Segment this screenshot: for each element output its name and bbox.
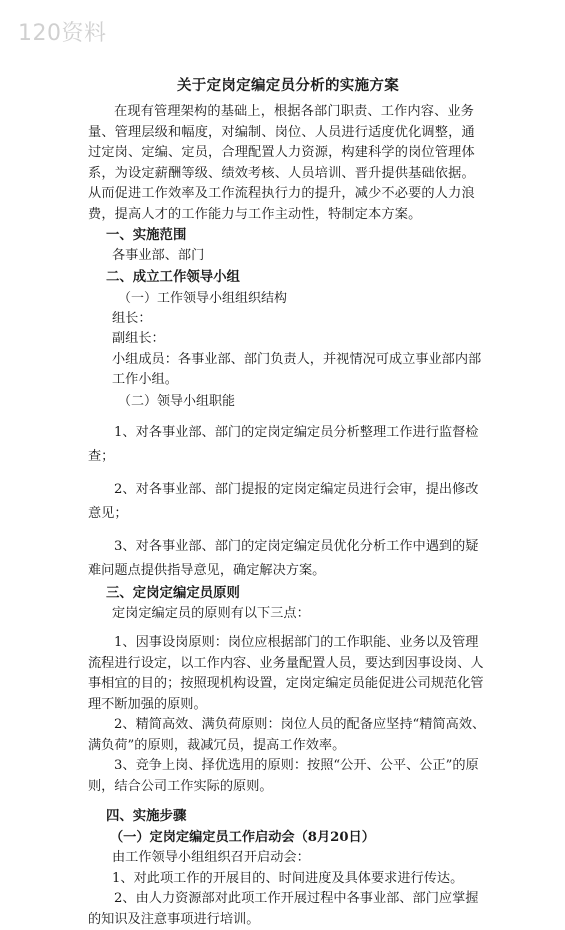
watermark: 120资料 (18, 21, 107, 46)
leader-line: 组长： (112, 310, 152, 326)
section-3-heading: 三、定岗定编定员原则 (106, 584, 240, 601)
section-4-subheading-1: （一）定岗定编定员工作启动会（8月20日） (110, 830, 375, 845)
s3-item-1: 1、因事设岗原则：岗位应根据部门的工作职能、业务以及管理流程进行设定，以工作内容、业务量配置人员，要达到因事设岗、人事相宜的目的；按照现机构设置，定岗定编定员能促进公司规范化管理不断加强的原则。 (88, 635, 484, 712)
s4-intro: 由工作领导小组组织召开启动会： (112, 850, 310, 865)
s3-item-3: 3、竞争上岗、择优选用的原则：按照“公开、公平、公正”的原则，结合公司工作实际的原则。 (88, 758, 479, 794)
members-line: 小组成员：各事业部、部门负责人，并视情况可成立事业部内部工作小组。 (112, 351, 482, 387)
section-1-heading: 一、实施范围 (106, 227, 187, 243)
intro-paragraph: 在现有管理架构的基础上，根据各部门职责、工作内容、业务量、管理层级和幅度，对编制、岗位、人员进行适度优化调整，通过定岗、定编、定员，合理配置人力资源，构建科学的岗位管理体系，为设定薪酬等级、绩效考核、人员培训、晋升提供基础依据。从而促进工作效率及工作流程执行力的提升，减少不必要的人力浪费，提高人才的工作能力与工作主动性，特制定本方案。 (88, 104, 475, 222)
s2-item-1: 1、对各事业部、部门的定岗定编定员分析整理工作进行监督检查； (88, 424, 479, 464)
document-page (88, 74, 488, 930)
section-2-subheading-2: （二）领导小组职能 (118, 393, 236, 409)
s3-intro: 定岗定编定员的原则有以下三点： (112, 605, 310, 621)
section-1-text: 各事业部、部门 (112, 248, 205, 263)
s4-item-1: 1、对此项工作的开展目的、时间进度及具体要求进行传达。 (112, 870, 464, 886)
section-2-subheading-1: （一）工作领导小组组织结构 (118, 290, 288, 306)
s2-item-2: 2、对各事业部、部门提报的定岗定编定员进行会审，提出修改意见； (88, 481, 479, 521)
section-2-heading: 二、成立工作领导小组 (106, 268, 240, 285)
s3-item-2: 2、精简高效、满负荷原则：岗位人员的配备应坚持“精简高效、满负荷”的原则，裁减冗员，提高工作效率。 (88, 717, 486, 753)
vice-leader-line: 副组长： (112, 331, 165, 346)
s2-item-3: 3、对各事业部、部门的定岗定编定员优化分析工作中遇到的疑难问题点提供指导意见，确定解决方案。 (88, 538, 479, 578)
s4-item-2: 2、由人力资源部对此项工作开展过程中各事业部、部门应掌握的知识及注意事项进行培训。 (88, 891, 479, 927)
section-4-heading: 四、实施步骤 (106, 808, 187, 824)
document-title: 关于定岗定编定员分析的实施方案 (177, 77, 399, 94)
